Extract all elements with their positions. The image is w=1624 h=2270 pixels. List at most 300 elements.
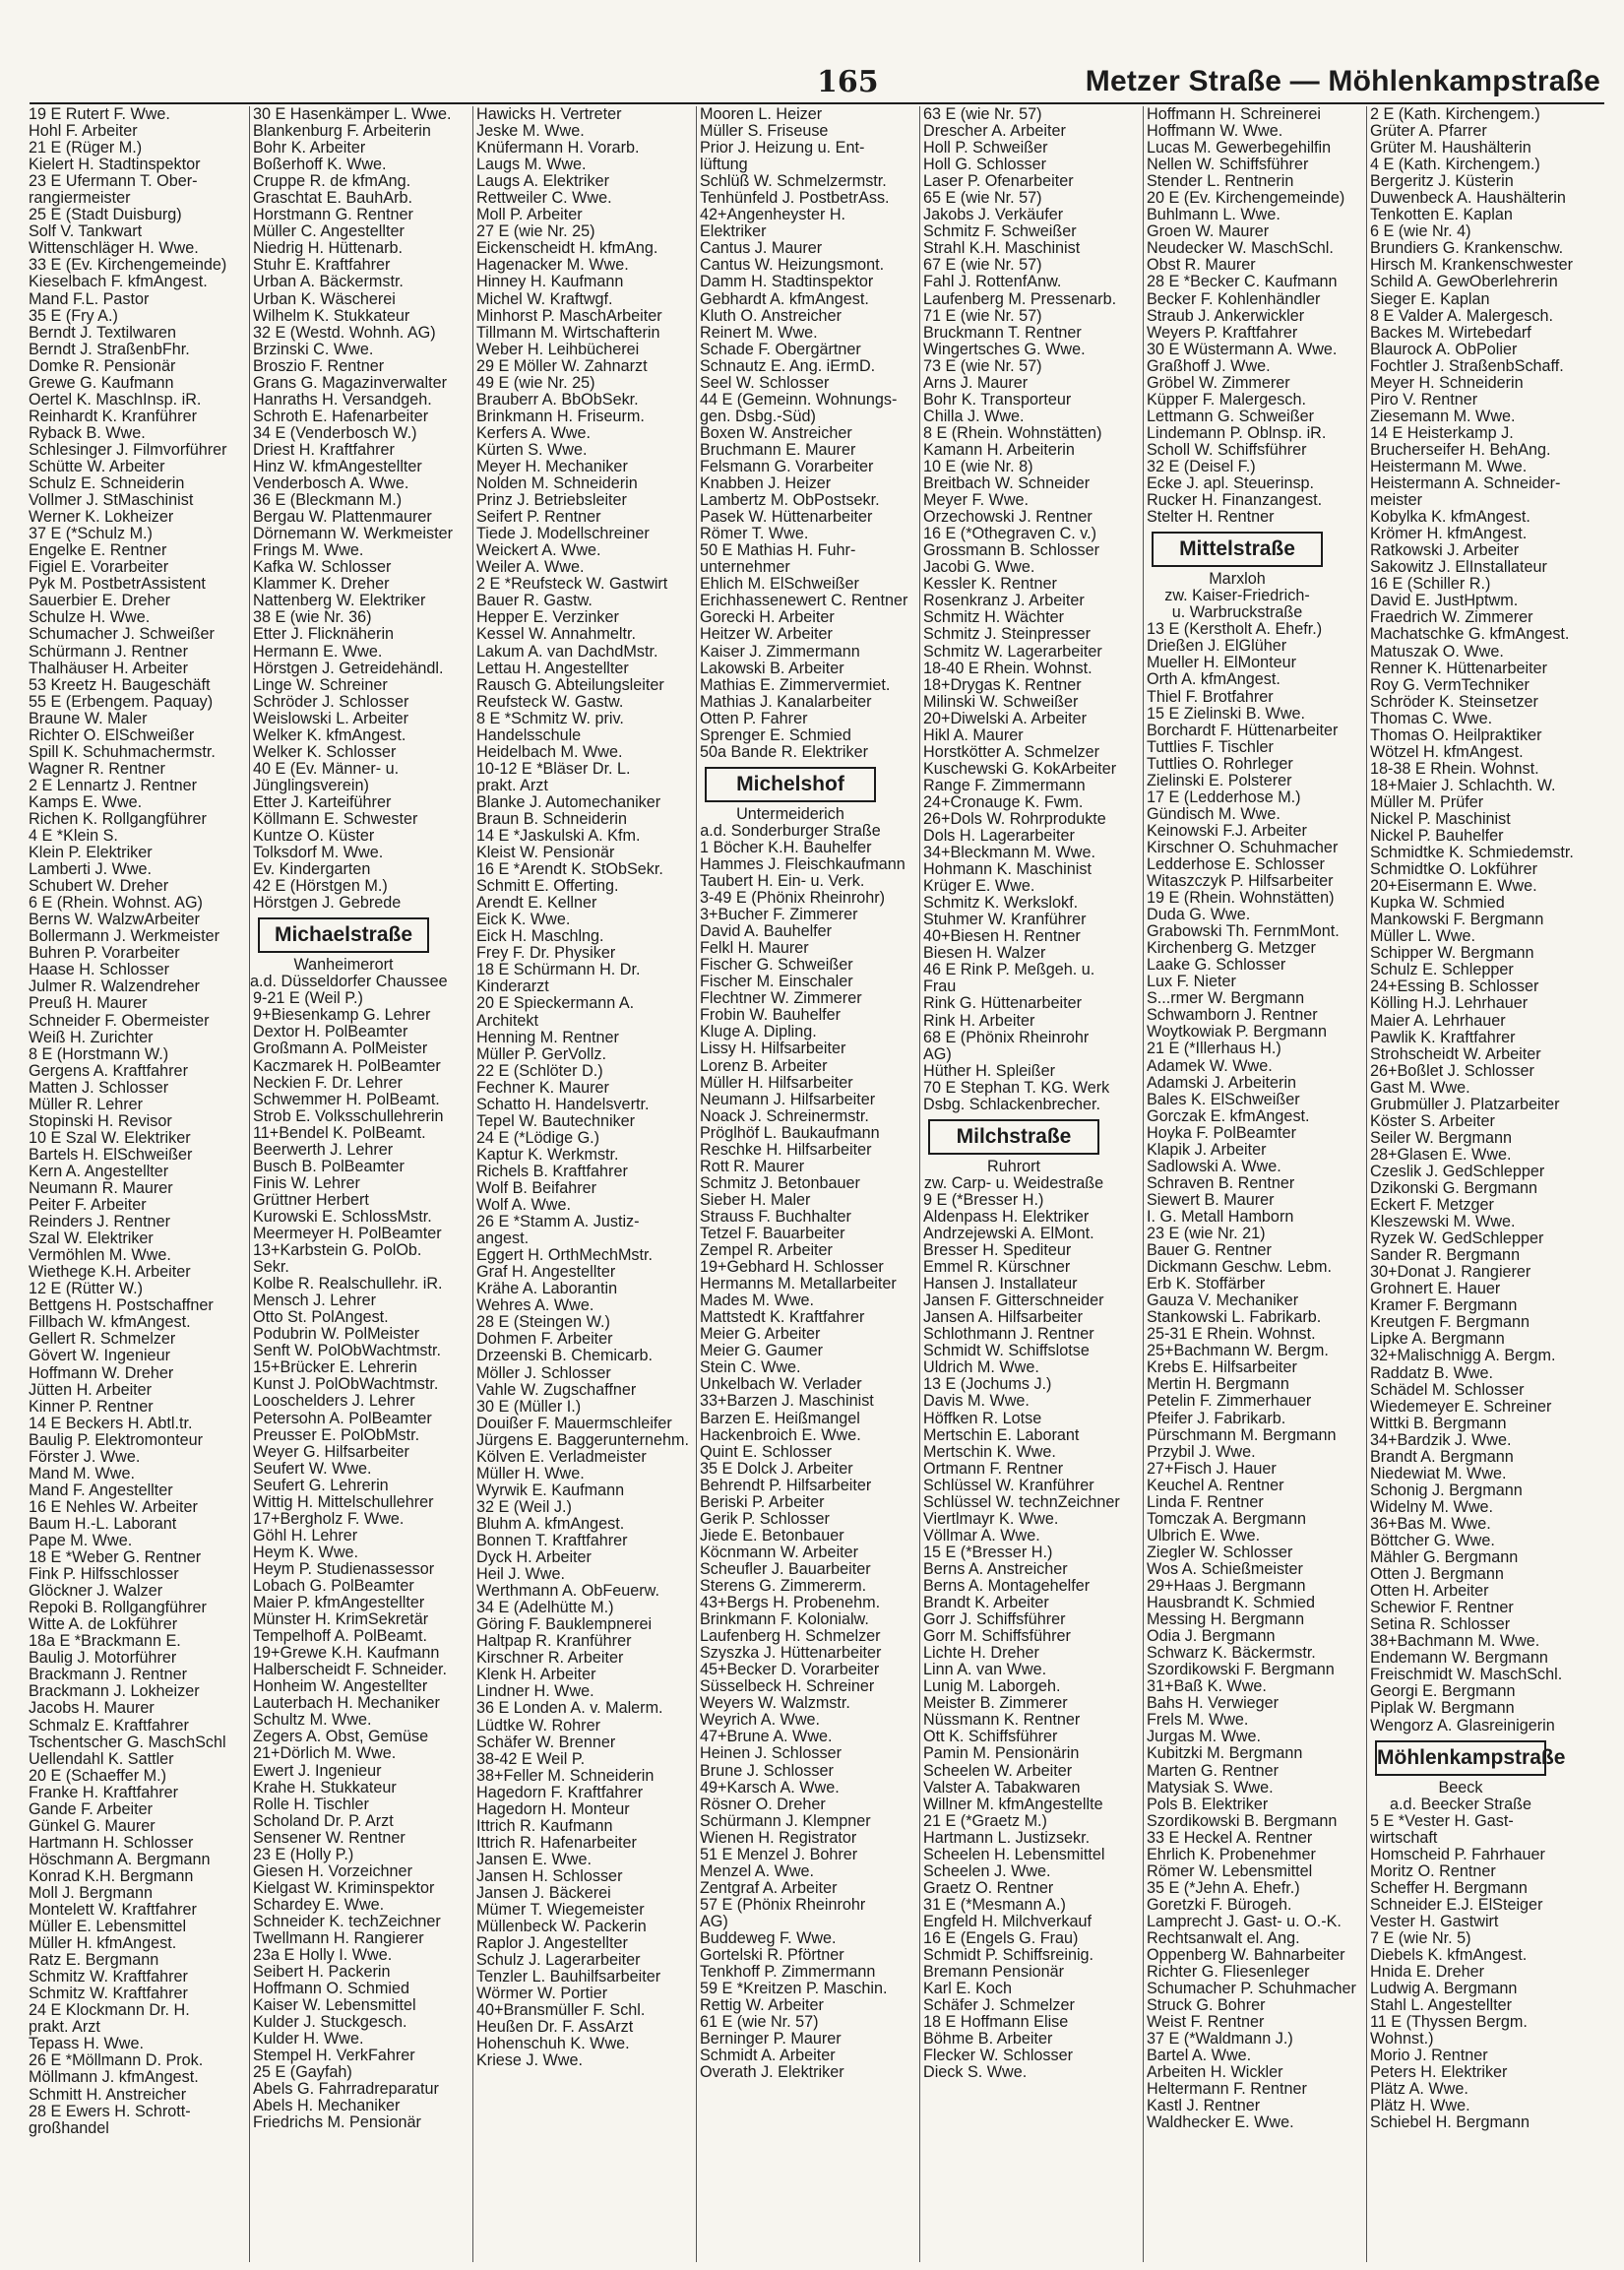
directory-entry: 28 E (Steingen W.) <box>476 1313 610 1332</box>
street-heading: Milchstraße <box>928 1119 1099 1155</box>
directory-entry: 20 E (Ev. Kirchengemeinde) <box>1147 189 1345 208</box>
directory-entry: meister <box>1370 491 1423 510</box>
directory-entry: Arbeiten H. Wickler <box>1147 2063 1283 2082</box>
street-heading: Michaelstraße <box>258 917 429 953</box>
directory-entry: Adamek W. Wwe. <box>1147 1056 1273 1075</box>
directory-entry: Keuchel A. Rentner <box>1147 1476 1284 1494</box>
directory-entry: Freischmidt W. MaschSchl. <box>1370 1666 1563 1684</box>
directory-entry: 24+Cronauge K. Fwm. <box>923 792 1084 811</box>
directory-entry: 19+Grewe K.H. Kaufmann <box>253 1644 440 1663</box>
directory-entry: Kaiser J. Zimmermann <box>700 642 860 661</box>
directory-entry: Jansen J. Bäckerei <box>476 1883 611 1902</box>
directory-entry: 14 E Heisterkamp J. <box>1370 423 1514 442</box>
directory-entry: Lakowski B. Arbeiter <box>700 659 844 677</box>
directory-entry: Fink P. Hilfsschlosser <box>29 1565 179 1584</box>
directory-entry: Neumann J. Hilfsarbeiter <box>700 1090 876 1108</box>
directory-entry: Meyer F. Wwe. <box>923 491 1030 510</box>
directory-entry: 4 E (Kath. Kirchengem.) <box>1370 156 1540 174</box>
directory-entry: Nellen W. Schiffsführer <box>1147 156 1309 174</box>
directory-entry: Hnida E. Dreher <box>1370 1963 1485 1982</box>
directory-entry: 18 E Schürmann H. Dr. <box>476 961 641 979</box>
directory-entry: 14 E *Jaskulski A. Kfm. <box>476 827 641 846</box>
directory-entry: Abels H. Mechaniker <box>253 2097 401 2115</box>
directory-entry: Baulig P. Elektromonteur <box>29 1430 203 1449</box>
directory-entry: Neckien F. Dr. Lehrer <box>253 1073 404 1092</box>
directory-entry: Schäfer J. Schmelzer <box>923 1996 1075 2015</box>
directory-entry: Duwenbeck A. Haushälterin <box>1370 189 1566 208</box>
directory-entry: Engfeld H. Milchverkauf <box>923 1912 1092 1930</box>
directory-entry: David E. JustHptwm. <box>1370 592 1519 610</box>
directory-entry: Struck G. Bohrer <box>1147 1996 1266 2015</box>
directory-entry: Wyrwik E. Kaufmann <box>476 1481 625 1499</box>
directory-entry: Oppenberg W. Bahnarbeiter <box>1147 1946 1345 1965</box>
directory-entry: Schmitt H. Anstreicher <box>29 2085 187 2104</box>
directory-entry: Bauer R. Gastw. <box>476 592 593 610</box>
directory-entry: Davis M. Wwe. <box>923 1392 1030 1411</box>
directory-entry: Goretzki F. Bürogeh. <box>1147 1895 1292 1914</box>
directory-entry: Vahle W. Zugschaffner <box>476 1380 637 1399</box>
directory-entry: Heitzer W. Arbeiter <box>700 625 833 644</box>
directory-entry: Gellert R. Schmelzer <box>29 1330 176 1349</box>
directory-entry: Wittig H. Mittelschullehrer <box>253 1492 434 1511</box>
directory-entry: Diebels K. kfmAngest. <box>1370 1946 1528 1965</box>
directory-entry: Drescher A. Arbeiter <box>923 122 1066 141</box>
directory-entry: 10 E (wie Nr. 8) <box>923 457 1033 475</box>
directory-entry: Mathias J. Kanalarbeiter <box>700 692 872 711</box>
directory-entry: Reinders J. Rentner <box>29 1213 170 1231</box>
directory-entry: Frobin W. Bauhelfer <box>700 1006 842 1025</box>
directory-entry: Schmalz E. Kraftfahrer <box>29 1716 189 1734</box>
directory-entry: Konrad K.H. Bergmann <box>29 1866 194 1885</box>
directory-entry: Grabowski Th. FernmMont. <box>1147 922 1340 941</box>
directory-entry: Jünglingsverein) <box>253 776 369 794</box>
directory-entry: 49+Karsch A. Wwe. <box>700 1778 840 1797</box>
directory-entry: Hikl A. Maurer <box>923 725 1024 744</box>
directory-entry: Krömer H. kfmAngest. <box>1370 525 1528 543</box>
directory-entry: Brundiers G. Krankenschw. <box>1370 239 1564 258</box>
page-number: 165 <box>817 65 879 99</box>
directory-entry: Ziegler W. Schlosser <box>1147 1543 1293 1561</box>
page-header <box>30 59 1604 104</box>
directory-entry: Weiß H. Zurichter <box>29 1028 154 1046</box>
directory-entry: Welker K. kfmAngest. <box>253 725 406 744</box>
directory-entry: Höffken R. Lotse <box>923 1409 1042 1427</box>
directory-entry: Eickenscheidt H. kfmAng. <box>476 239 658 258</box>
directory-entry: Moll J. Bergmann <box>29 1883 153 1902</box>
directory-entry: AG) <box>923 1044 952 1063</box>
directory-entry: Urban A. Bäckermstr. <box>253 273 404 291</box>
directory-entry: 20 E (Schaeffer M.) <box>29 1766 167 1785</box>
directory-entry: Hermanns M. Metallarbeiter <box>700 1275 897 1293</box>
directory-entry: Siewert B. Maurer <box>1147 1190 1275 1209</box>
directory-entry: Driest H. Kraftfahrer <box>253 440 395 459</box>
directory-entry: Gorr J. Schiffsführer <box>923 1610 1066 1629</box>
directory-entry: Bauer G. Rentner <box>1147 1241 1272 1260</box>
directory-entry: Matysiak S. Wwe. <box>1147 1778 1274 1797</box>
directory-entry: 26+Boßlet J. Schlosser <box>1370 1061 1534 1080</box>
directory-entry: Knabben J. Heizer <box>700 474 832 493</box>
directory-entry: Ev. Kindergarten <box>253 860 371 879</box>
directory-entry: Hoyka F. PolBeamter <box>1147 1123 1297 1142</box>
directory-entry: Otten P. Fahrer <box>700 709 808 727</box>
directory-entry: 23 E (Holly P.) <box>253 1845 354 1863</box>
directory-entry: Becker F. Kohlenhändler <box>1147 289 1321 308</box>
directory-entry: Finis W. Lehrer <box>253 1173 360 1192</box>
directory-entry: Klammer K. Dreher <box>253 575 390 594</box>
directory-entry: Römer T. Wwe. <box>700 525 809 543</box>
directory-entry: Hansen J. Installateur <box>923 1275 1078 1293</box>
directory-entry: Lichte H. Dreher <box>923 1644 1039 1663</box>
directory-entry: Kunst J. PolObWachtmstr. <box>253 1375 439 1394</box>
directory-entry: 26+Dols W. Rohrprodukte <box>923 809 1106 828</box>
directory-entry: Urban K. Wäscherei <box>253 289 396 308</box>
directory-entry: Halberscheidt F. Schneider. <box>253 1661 448 1679</box>
directory-entry: Figiel E. Vorarbeiter <box>29 558 169 577</box>
directory-entry: Jansen H. Schlosser <box>476 1866 623 1885</box>
directory-entry: Honheim W. Angestellter <box>253 1677 428 1696</box>
directory-entry: Bruchmann E. Maurer <box>700 440 856 459</box>
directory-entry: Ehlich M. ElSchweißer <box>700 575 859 594</box>
directory-entry: Kerfers A. Wwe. <box>476 423 592 442</box>
directory-entry: Renner K. Hüttenarbeiter <box>1370 659 1547 677</box>
directory-entry: Schröder J. Schlosser <box>253 692 409 711</box>
directory-entry: Schonig J. Bergmann <box>1370 1481 1523 1499</box>
directory-entry: Hagenacker M. Wwe. <box>476 256 629 275</box>
directory-entry: Lissy H. Hilfsarbeiter <box>700 1040 846 1058</box>
directory-entry: Pawlik K. Kraftfahrer <box>1370 1028 1516 1046</box>
directory-entry: Kamps E. Wwe. <box>29 792 143 811</box>
directory-entry: Kreutgen F. Bergmann <box>1370 1313 1530 1332</box>
directory-entry: Raddatz B. Wwe. <box>1370 1363 1494 1382</box>
directory-entry: Fraedrich W. Zimmerer <box>1370 608 1533 627</box>
directory-entry: Vollmer J. StMaschinist <box>29 491 194 510</box>
directory-entry: Bergau W. Plattenmaurer <box>253 508 432 527</box>
directory-entry: Tenzler L. Bauhilfsarbeiter <box>476 1968 661 1986</box>
directory-entry: Hörstgen J. Gebrede <box>253 894 402 913</box>
district-note: a.d. Sonderburger Straße <box>700 821 881 840</box>
directory-entry: Sadlowski A. Wwe. <box>1147 1157 1281 1175</box>
district-note: Ruhrort <box>987 1157 1040 1175</box>
directory-entry: Grüter M. Haushälterin <box>1370 139 1531 158</box>
directory-entry: Kubitzki M. Bergmann <box>1147 1744 1303 1763</box>
directory-entry: Heym P. Studienassessor <box>253 1559 435 1578</box>
directory-entry: David A. Bauhelfer <box>700 922 833 941</box>
directory-entry: Fillbach W. kfmAngest. <box>29 1313 191 1332</box>
directory-entry: Tepel W. Bautechniker <box>476 1111 636 1130</box>
directory-entry: Jansen F. Gitterschneider <box>923 1292 1104 1310</box>
directory-entry: Rausch G. Abteilungsleiter <box>476 675 664 694</box>
directory-entry: Krahe H. Stukkateur <box>253 1778 397 1797</box>
directory-entry: Kafka W. Schlosser <box>253 558 392 577</box>
directory-entry: 49 E (wie Nr. 25) <box>476 373 595 392</box>
directory-entry: Grossmann B. Schlosser <box>923 541 1100 560</box>
directory-entry: Berns A. Anstreicher <box>923 1559 1068 1578</box>
directory-entry: Flecker W. Schlosser <box>923 2047 1074 2065</box>
directory-entry: Meyer H. Mechaniker <box>476 457 628 475</box>
directory-entry: Müller L. Wwe. <box>1370 927 1476 946</box>
directory-entry: Kaptur K. Werkmstr. <box>476 1145 619 1164</box>
directory-entry: Cantus J. Maurer <box>700 239 823 258</box>
directory-entry: 24+Essing B. Schlosser <box>1370 977 1539 996</box>
directory-entry: Hoffmann W. Wwe. <box>1147 122 1283 141</box>
directory-entry: Seifert P. Rentner <box>476 508 601 527</box>
street-heading: Möhlenkampstraße <box>1375 1740 1546 1776</box>
directory-entry: Wienen H. Registrator <box>700 1828 857 1847</box>
directory-entry: Klenk H. Arbeiter <box>476 1666 596 1684</box>
directory-entry: 55 E (Erbengem. Paquay) <box>29 692 214 711</box>
directory-entry: Wittenschläger H. Wwe. <box>29 239 199 258</box>
directory-entry: 33 E (Ev. Kirchengemeinde) <box>29 256 227 275</box>
directory-entry: Plätz H. Wwe. <box>1370 2097 1470 2115</box>
directory-entry: Barzen E. Heißmangel <box>700 1409 860 1427</box>
directory-entry: wirtschaft <box>1370 1828 1438 1847</box>
directory-entry: Schmitz J. Steinpresser <box>923 625 1092 644</box>
directory-entry: Rott R. Maurer <box>700 1157 805 1175</box>
directory-entry: Podubrin W. PolMeister <box>253 1325 420 1344</box>
directory-entry: Zielinski E. Polsterer <box>1147 771 1292 789</box>
directory-entry: Jiede E. Betonbauer <box>700 1526 844 1545</box>
directory-column-7 <box>1366 105 1574 2262</box>
directory-entry: Göring F. Bauklempnerei <box>476 1615 653 1634</box>
directory-entry: Tetzel F. Bauarbeiter <box>700 1225 845 1242</box>
directory-entry: Scheufler J. Bauarbeiter <box>700 1559 871 1578</box>
directory-entry: Laugs M. Wwe. <box>476 156 587 174</box>
directory-entry: Ziesemann M. Wwe. <box>1370 407 1516 425</box>
directory-entry: Bohr K. Transporteur <box>923 390 1072 409</box>
directory-entry: Mankowski F. Bergmann <box>1370 911 1544 929</box>
directory-entry: Broszio F. Rentner <box>253 356 385 375</box>
directory-entry: 16 E Nehles W. Arbeiter <box>29 1497 198 1516</box>
directory-entry: Süsselbeck H. Schreiner <box>700 1677 875 1696</box>
district-note: zw. Carp- u. Weidestraße <box>923 1173 1104 1192</box>
directory-entry: Schlüssel W. technZeichner <box>923 1492 1120 1511</box>
directory-entry: Morio J. Rentner <box>1370 2047 1488 2065</box>
directory-entry: Flechtner W. Zimmerer <box>700 989 862 1008</box>
directory-entry: Domke R. Pensionär <box>29 356 176 375</box>
directory-entry: Müller R. Lehrer <box>29 1095 144 1113</box>
directory-entry: Schlüssel W. Kranführer <box>923 1476 1094 1494</box>
directory-entry: Kuntze O. Küster <box>253 827 375 846</box>
directory-entry: Strohscheidt W. Arbeiter <box>1370 1044 1541 1063</box>
directory-entry: Schmitz F. Schweißer <box>923 222 1077 241</box>
directory-entry: Wolf B. Beifahrer <box>476 1179 597 1197</box>
directory-entry: Kolbe R. Realschullehr. iR. <box>253 1275 443 1293</box>
directory-entry: Meier G. Arbeiter <box>700 1325 821 1344</box>
directory-entry: Jansen E. Wwe. <box>476 1850 592 1868</box>
directory-entry: Werthmann A. ObFeuerw. <box>476 1582 659 1601</box>
directory-entry: Groen W. Maurer <box>1147 222 1270 241</box>
directory-entry: Kinderarzt <box>476 977 549 996</box>
directory-entry: 28+Glasen E. Wwe. <box>1370 1145 1512 1164</box>
directory-entry: Schild A. GewOberlehrerin <box>1370 273 1558 291</box>
directory-entry: Gauza V. Mechaniker <box>1147 1292 1299 1310</box>
directory-entry: Dickmann Geschw. Lebm. <box>1147 1258 1333 1277</box>
directory-entry: Andrzejewski A. ElMont. <box>923 1225 1094 1242</box>
directory-entry: 35 E (*Jehn A. Ehefr.) <box>1147 1878 1300 1897</box>
directory-entry: Scheffer H. Bergmann <box>1370 1878 1528 1897</box>
directory-entry: Oertel K. MaschInsp. iR. <box>29 390 202 409</box>
directory-entry: Wiethege K.H. Arbeiter <box>29 1263 191 1282</box>
directory-entry: Szordikowski F. Bergmann <box>1147 1661 1335 1679</box>
directory-entry: Stein C. Wwe. <box>700 1358 801 1377</box>
directory-entry: Moritz O. Rentner <box>1370 1861 1496 1880</box>
directory-entry: Schipper W. Bergmann <box>1370 944 1534 963</box>
directory-entry: Menzel A. Wwe. <box>700 1861 815 1880</box>
directory-entry: Frey F. Dr. Physiker <box>476 944 616 963</box>
directory-entry: Müller H. Hilfsarbeiter <box>700 1073 853 1092</box>
directory-entry: Beriski P. Arbeiter <box>700 1492 825 1511</box>
directory-entry: Valster A. Tabakwaren <box>923 1778 1081 1797</box>
directory-entry: Etter J. Karteiführer <box>253 792 392 811</box>
directory-entry: Hohenschuh K. Wwe. <box>476 2035 630 2053</box>
directory-entry: Dörnemann W. Werkmeister <box>253 525 453 543</box>
directory-entry: Senft W. PolObWachtmstr. <box>253 1342 442 1360</box>
directory-entry: Etter J. Flicknäherin <box>253 625 395 644</box>
directory-entry: Adamski J. Arbeiterin <box>1147 1073 1297 1092</box>
directory-entry: Behrendt P. Hilfsarbeiter <box>700 1476 872 1494</box>
directory-entry: Gorr M. Schiffsführer <box>923 1627 1071 1646</box>
directory-entry: Kleszewski M. Wwe. <box>1370 1213 1516 1231</box>
directory-entry: Wolf A. Wwe. <box>476 1196 571 1215</box>
directory-entry: Ittrich R. Kaufmann <box>476 1816 613 1835</box>
directory-entry: Schnautz E. Ang. iErmD. <box>700 356 876 375</box>
directory-entry: Horstmann G. Rentner <box>253 206 413 224</box>
directory-entry: Willner M. kfmAngestellte <box>923 1795 1103 1813</box>
directory-entry: Berns W. WalzwArbeiter <box>29 911 200 929</box>
directory-entry: Hoffmann H. Schreinerei <box>1147 105 1321 123</box>
directory-entry: Dieck S. Wwe. <box>923 2063 1028 2082</box>
directory-entry: 11+Bendel K. PolBeamt. <box>253 1123 426 1142</box>
directory-entry: Kulder J. Stuckgesch. <box>253 2013 407 2032</box>
directory-entry: Schulz J. Lagerarbeiter <box>476 1951 641 1970</box>
directory-entry: 37 E (*Waldmann J.) <box>1147 2030 1293 2049</box>
directory-entry: Stempel H. VerkFahrer <box>253 2047 415 2065</box>
directory-entry: Sensener W. Rentner <box>253 1828 406 1847</box>
directory-entry: Holl P. Schweißer <box>923 139 1048 158</box>
directory-entry: Kuschewski G. KokArbeiter <box>923 759 1117 778</box>
directory-entry: Sieger E. Kaplan <box>1370 289 1490 308</box>
district-note: zw. Kaiser-Friedrich- <box>1164 587 1310 605</box>
directory-entry: 17+Bergholz F. Wwe. <box>253 1509 405 1528</box>
directory-entry: 42+Angenheyster H. <box>700 206 846 224</box>
directory-entry: Hagedorn H. Monteur <box>476 1799 630 1818</box>
directory-entry: Eckert F. Metzger <box>1370 1196 1494 1215</box>
directory-entry: Graf H. Angestellter <box>476 1263 616 1282</box>
directory-entry: 20 E Spieckermann A. <box>476 994 635 1013</box>
directory-entry: 31 E (*Mesmann A.) <box>923 1895 1066 1914</box>
directory-entry: Taubert H. Ein- u. Verk. <box>700 872 865 891</box>
directory-entry: Neudecker W. MaschSchl. <box>1147 239 1334 258</box>
directory-entry: Looschelders J. Lehrer <box>253 1392 415 1411</box>
directory-entry: Heym K. Wwe. <box>253 1543 359 1561</box>
directory-entry: Beerwerth J. Lehrer <box>253 1140 394 1159</box>
directory-entry: Laake G. Schlosser <box>1147 956 1286 975</box>
directory-entry: Fahl J. RottenfAnw. <box>923 273 1062 291</box>
directory-entry: Heltermann F. Rentner <box>1147 2080 1307 2099</box>
directory-entry: Kulder H. Wwe. <box>253 2030 364 2049</box>
directory-entry: Baum H.-L. Laborant <box>29 1514 177 1533</box>
directory-entry: Sakowitz J. ElInstallateur <box>1370 558 1547 577</box>
directory-entry: Drzeenski B. Chemicarb. <box>476 1347 654 1365</box>
directory-entry: Römer W. Lebensmittel <box>1147 1861 1313 1880</box>
directory-entry: Weyers W. Walzmstr. <box>700 1694 850 1713</box>
directory-entry: Tillmann M. Wirtschafterin <box>476 323 660 342</box>
directory-entry: Bettgens H. Postschaffner <box>29 1296 214 1315</box>
directory-entry: Welker K. Schlosser <box>253 742 397 761</box>
directory-entry: Bruckmann T. Rentner <box>923 323 1082 342</box>
directory-entry: Seel W. Schlosser <box>700 373 830 392</box>
directory-entry: 23 E (wie Nr. 21) <box>1147 1225 1266 1242</box>
directory-entry: Boxen W. Anstreicher <box>700 423 852 442</box>
directory-entry: 10-12 E *Bläser Dr. L. <box>476 759 631 778</box>
directory-entry: Szordikowski B. Bergmann <box>1147 1811 1338 1830</box>
directory-entry: Sekr. <box>253 1258 289 1277</box>
directory-entry: Schulz E. Schlepper <box>1370 961 1514 979</box>
directory-entry: Bonnen T. Kraftfahrer <box>476 1531 628 1549</box>
directory-entry: Berndt J. StraßenbFhr. <box>29 340 190 358</box>
directory-entry: 30 E Hasenkämper L. Wwe. <box>253 105 452 123</box>
directory-entry: Hagedorn F. Kraftfahrer <box>476 1783 644 1801</box>
directory-entry: Arns J. Maurer <box>923 373 1029 392</box>
directory-entry: Schürmann J. Rentner <box>29 642 188 661</box>
directory-entry: 30 E Wüstermann A. Wwe. <box>1147 340 1338 358</box>
directory-entry: 34 E (Venderbosch W.) <box>253 423 417 442</box>
directory-entry: 70 E Stephan T. KG. Werk <box>923 1078 1110 1097</box>
directory-entry: Twellmann H. Rangierer <box>253 1928 424 1947</box>
directory-entry: 4 E *Klein S. <box>29 827 118 846</box>
directory-entry: 2 E Lennartz J. Rentner <box>29 776 197 794</box>
directory-entry: Brackmann J. Rentner <box>29 1666 188 1684</box>
directory-entry: angest. <box>476 1230 530 1248</box>
directory-entry: Mooren L. Heizer <box>700 105 823 123</box>
directory-entry: Gergens A. Kraftfahrer <box>29 1061 188 1080</box>
directory-entry: Sander R. Bergmann <box>1370 1246 1521 1265</box>
directory-column-4 <box>696 105 908 2262</box>
directory-entry: Hermann E. Wwe. <box>253 642 383 661</box>
directory-entry: Handelsschule <box>476 725 582 744</box>
directory-entry: 50a Bande R. Elektriker <box>700 742 868 761</box>
directory-entry: Lauterbach H. Mechaniker <box>253 1694 440 1713</box>
directory-entry: Schröder K. Steinsetzer <box>1370 692 1538 711</box>
directory-entry: Gast M. Wwe. <box>1370 1078 1470 1097</box>
directory-entry: 6 E (wie Nr. 4) <box>1370 222 1471 241</box>
directory-entry: Engelke E. Rentner <box>29 541 167 560</box>
directory-entry: Krebs E. Hilfsarbeiter <box>1147 1358 1297 1377</box>
directory-entry: Hoffmann W. Dreher <box>29 1363 174 1382</box>
directory-entry: 11 E (Thyssen Bergm. <box>1370 2013 1528 2032</box>
directory-entry: Heidelbach M. Wwe. <box>476 742 623 761</box>
directory-entry: Weislowski L. Arbeiter <box>253 709 409 727</box>
directory-entry: Mümer T. Wiegemeister <box>476 1901 645 1920</box>
directory-entry: Müller H. Wwe. <box>476 1464 585 1482</box>
directory-entry: Aldenpass H. Elektriker <box>923 1207 1090 1226</box>
directory-entry: Gorczak E. kfmAngest. <box>1147 1106 1310 1125</box>
directory-entry: Bergeritz J. Küsterin <box>1370 172 1514 191</box>
directory-columns <box>26 106 1604 2262</box>
directory-entry: Schmitz W. Kraftfahrer <box>29 1968 188 1986</box>
running-head: Metzer Straße — Möhlenkampstraße <box>1085 65 1600 97</box>
directory-entry: Vermöhlen M. Wwe. <box>29 1246 171 1265</box>
directory-entry: 67 E (wie Nr. 57) <box>923 256 1042 275</box>
directory-entry: Erb K. Stoffärber <box>1147 1275 1266 1293</box>
directory-entry: 2 E (Kath. Kirchengem.) <box>1370 105 1540 123</box>
directory-entry: Straub J. Ankerwickler <box>1147 306 1305 325</box>
directory-entry: Jakobs J. Verkäufer <box>923 206 1064 224</box>
directory-entry: Prinz J. Betriebsleiter <box>476 491 627 510</box>
directory-entry: Schwarz K. Bäckermstr. <box>1147 1644 1316 1663</box>
directory-entry: Felkl H. Maurer <box>700 939 809 958</box>
directory-entry: Förster J. Wwe. <box>29 1447 141 1466</box>
